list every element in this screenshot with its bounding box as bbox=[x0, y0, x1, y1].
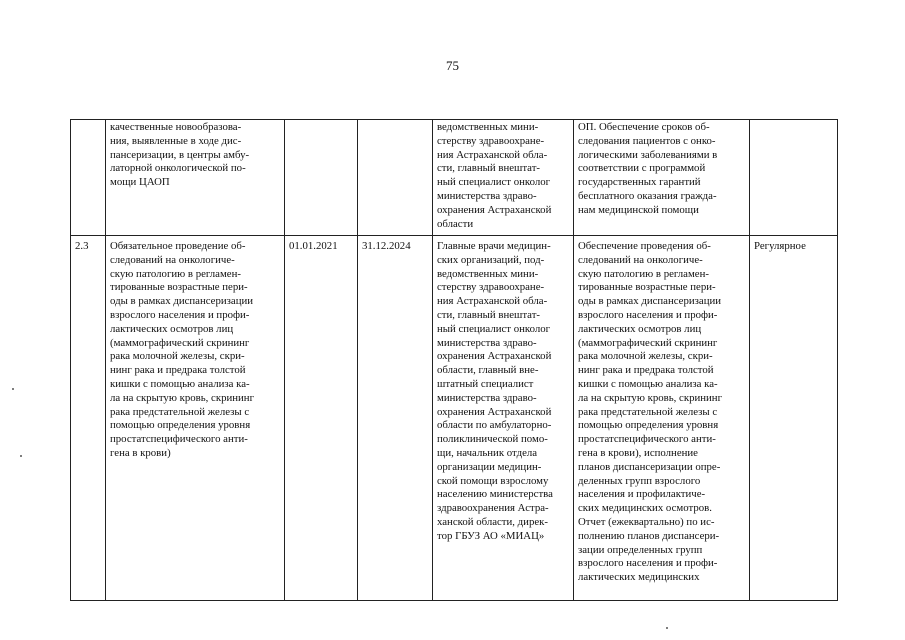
table-row bbox=[71, 120, 838, 236]
cell-number: 2.3 bbox=[71, 236, 106, 601]
cell-activity: качественные новообразова- ния, выявленные в ходе дис- пансеризации, в центры амбу- латорной онкологической по- мощи ЦАОП bbox=[106, 120, 285, 236]
cell-end-date: 31.12.2024 bbox=[358, 236, 433, 601]
cell-responsible: ведомственных мини- стерству здравоохране- ния Астраханской обла- сти, главный внештат- ный специалист онколог министерства здраво- охранения Астраханской области bbox=[433, 120, 574, 236]
cell-number bbox=[71, 120, 106, 236]
cell-activity: Обязательное проведение об- следований на онкологиче- скую патологию в регламен- тированные возрастные пери- оды в рамках диспансеризации взрослого населения и профи- лактических осмотров лиц (маммографический скрининг рака молочной железы, скри- нинг рака и предрака толстой кишки с помощью анализа ка- ла на скрытую кровь, скрининг рака предстательной железы с помощью определения уровня простатспецифического анти- гена в крови) bbox=[106, 236, 285, 601]
cell-result: Обеспечение проведения об- следований на онкологиче- скую патологию в регламен- тированные возрастные пери- оды в рамках диспансеризации взрослого населения и профи- лактических осмотров лиц (маммографический скрининг рака молочной железы, скри- нинг рака и предрака толстой кишки с помощью анализа ка- ла на скрытую кровь, скрининг рака предстательной железы с помощью определения уровня простатспецифического анти- гена в крови), исполнение планов диспансеризации опре- деленных групп взрослого населения и профилактиче- ских медицинских осмотров. Отчет (ежеквартально) по ис- полнению планов диспансери- зации определенных групп взрослого населения и профи- лактических медицинских bbox=[574, 236, 750, 601]
table-row bbox=[71, 236, 838, 601]
cell-start-date: 01.01.2021 bbox=[285, 236, 358, 601]
cell-end-date bbox=[358, 120, 433, 236]
cell-start-date bbox=[285, 120, 358, 236]
plan-table bbox=[70, 119, 838, 601]
cell-result: ОП. Обеспечение сроков об- следования пациентов с онко- логическими заболеваниями в соответствии с программой государственных гарантий бесплатного оказания гражда- нам медицинской помощи bbox=[574, 120, 750, 236]
page-number: 75 bbox=[446, 58, 459, 73]
cell-responsible: Главные врачи медицин- ских организаций, под- ведомственных мини- стерству здравоохране- ния Астраханской обла- сти, главный внештат- ный специалист онколог министерства здраво- охранения Астраханской области, главный вне- штатный специалист министерства здраво- охранения Астраханской области по амбулаторно- поликлинической помо- щи, начальник отдела организации медицин- ской помощи взрослому населению министерства здравоохранения Астра- ханской области, дирек- тор ГБУЗ АО «МИАЦ» bbox=[433, 236, 574, 601]
cell-type: Регулярное bbox=[750, 236, 838, 601]
cell-type bbox=[750, 120, 838, 236]
scan-speck bbox=[12, 388, 14, 390]
scan-speck bbox=[20, 455, 22, 457]
scan-speck bbox=[666, 627, 668, 629]
